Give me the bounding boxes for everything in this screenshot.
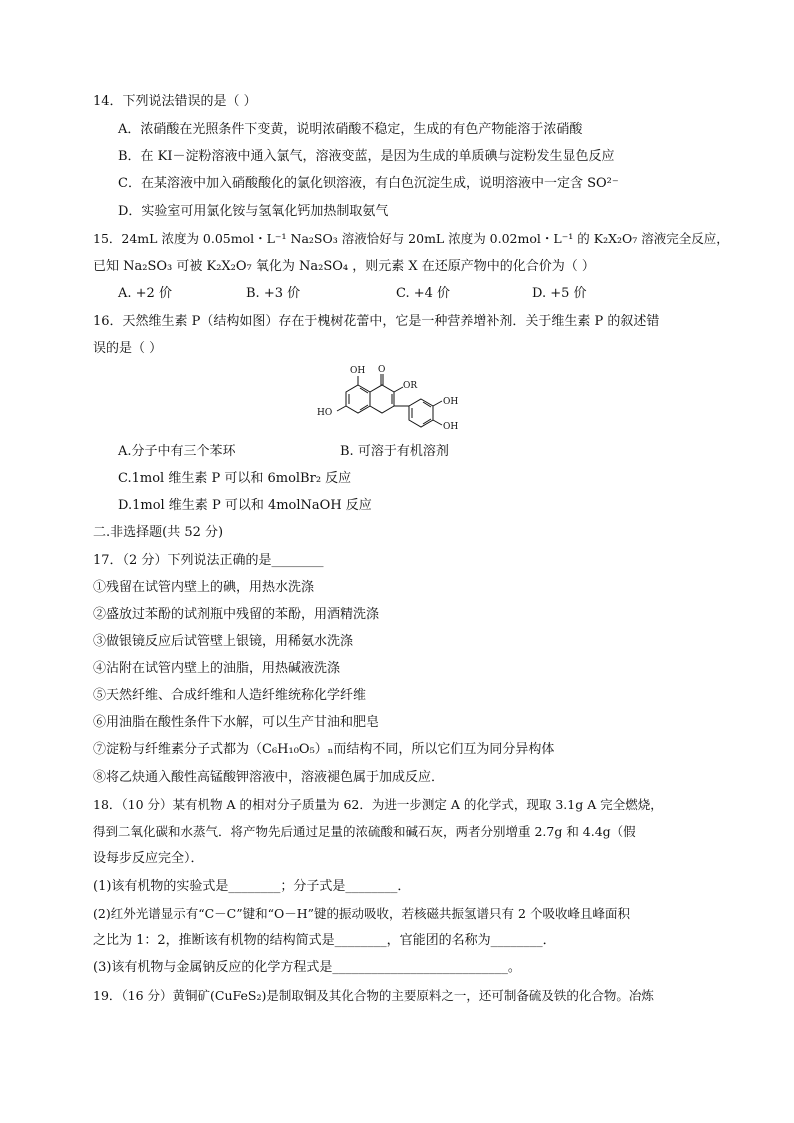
q15-option-b: B. +3 价 — [246, 286, 301, 301]
q14-option-d: D．实验室可用氯化铵与氢氧化钙加热制取氨气 — [118, 204, 389, 219]
q19-stem: 19．（16 分）黄铜矿(CuFeS₂)是制取铜及其化合物的主要原料之一，还可制备硫及铁的化合物。冶炼 — [93, 988, 654, 1003]
q14-option-c: C．在某溶液中加入硝酸酸化的氯化钡溶液，有白色沉淀生成，说明溶液中一定含 SO²⁻ — [118, 176, 619, 191]
structure-label-o-carbonyl: O — [378, 365, 386, 375]
q18-stem: 18．（10 分）某有机物 A 的相对分子质量为 62．为进一步测定 A 的化学式，现取 3.1g A 完全燃烧， — [93, 797, 663, 812]
structure-label-or: OR — [403, 381, 418, 391]
q14-option-b: B．在 KI－淀粉溶液中通入氯气，溶液变蓝，是因为生成的单质碘与淀粉发生显色反应 — [118, 149, 615, 164]
q18-part-2-cont: 之比为 1：2，推断该有机物的结构简式是________，官能团的名称为________． — [93, 933, 556, 948]
q17-item-4: ④沾附在试管内壁上的油脂，用热碱液洗涤 — [93, 661, 341, 676]
q16-stem-2: 误的是（ ） — [93, 341, 163, 356]
q18-part-1: (1)该有机物的实验式是________；分子式是________． — [93, 879, 411, 894]
q16-option-c: C.1mol 维生素 P 可以和 6molBr₂ 反应 — [118, 471, 352, 486]
q17-item-1: ①残留在试管内壁上的碘，用热水洗涤 — [93, 580, 315, 595]
q16-options-row-1 — [118, 442, 718, 462]
q17-item-7: ⑦淀粉与纤维素分子式都为（C₆H₁₀O₅）ₙ而结构不同，所以它们互为同分异构体 — [93, 742, 555, 757]
q15-option-a: A. +2 价 — [118, 286, 172, 301]
structure-label-oh-right-2: OH — [443, 422, 459, 432]
q14-option-a: A．浓硝酸在光照条件下变黄，说明浓硝酸不稳定，生成的有色产物能溶于浓硝酸 — [118, 122, 583, 137]
section-2-heading: 二.非选择题(共 52 分) — [93, 525, 224, 540]
q16-option-d: D.1mol 维生素 P 可以和 4molNaOH 反应 — [118, 498, 372, 513]
q17-item-6: ⑥用油脂在酸性条件下水解，可以生产甘油和肥皂 — [93, 715, 380, 730]
q17-item-2: ②盛放过苯酚的试剂瓶中残留的苯酚，用酒精洗涤 — [93, 607, 380, 622]
q16-option-b: B. 可溶于有机溶剂 — [340, 444, 449, 459]
q18-stem-3: 设每步反应完全）． — [93, 851, 204, 866]
q15-stem-2: 已知 Na₂SO₃ 可被 K₂X₂O₇ 氧化为 Na₂SO₄ ，则元素 X 在还原产物中的化合价为（ ） — [93, 259, 595, 274]
vitamin-p-structure-figure — [312, 363, 492, 433]
q16-option-a: A.分子中有三个苯环 — [118, 444, 236, 459]
q18-part-2: (2)红外光谱显示有“C－C”键和“O－H”键的振动吸收，若核磁共振氢谱只有 2 个吸收峰且峰面积 — [93, 906, 630, 921]
q14-stem: 14．下列说法错误的是（ ） — [93, 94, 257, 109]
q15-option-d: D. +5 价 — [532, 286, 587, 301]
q17-item-5: ⑤天然纤维、合成纤维和人造纤维统称化学纤维 — [93, 688, 367, 703]
q18-stem-2: 得到二氧化碳和水蒸气．将产物先后通过足量的浓硫酸和碱石灰，两者分别增重 2.7g 和 4.4g（假 — [93, 824, 636, 839]
q17-item-3: ③做银镜反应后试管壁上银镜，用稀氨水洗涤 — [93, 634, 354, 649]
structure-label-ho: HO — [317, 408, 333, 418]
q17-item-8: ⑧将乙炔通入酸性高锰酸钾溶液中，溶液褪色属于加成反应． — [93, 770, 445, 785]
q16-stem: 16．天然维生素 P（结构如图）存在于槐树花蕾中，它是一种营养增补剂．关于维生素 P 的叙述错 — [93, 314, 660, 329]
q15-options — [118, 284, 718, 304]
structure-label-oh-top: OH — [350, 366, 366, 376]
q15-option-c: C. +4 价 — [396, 286, 451, 301]
q18-part-3: (3)该有机物与金属钠反应的化学方程式是___________________________。 — [93, 960, 521, 975]
q17-stem: 17．（2 分）下列说法正确的是________ — [93, 553, 324, 568]
structure-label-oh-right-1: OH — [443, 397, 459, 407]
q15-stem: 15．24mL 浓度为 0.05mol・L⁻¹ Na₂SO₃ 溶液恰好与 20mL 浓度为 0.02mol・L⁻¹ 的 K₂X₂O₇ 溶液完全反应， — [93, 231, 729, 246]
